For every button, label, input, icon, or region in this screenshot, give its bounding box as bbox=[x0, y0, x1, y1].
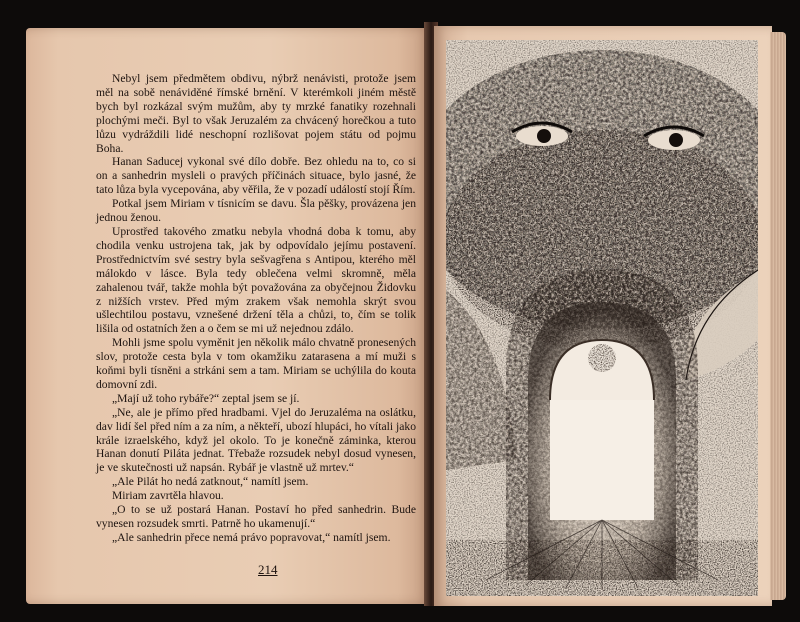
left-page bbox=[26, 28, 430, 604]
page-number: 214 bbox=[258, 562, 278, 577]
paragraph: „Ne, ale je přímo před hradbami. Vjel do Jeruzaléma na oslátku, dav lidí šel před ním a za ním, a někteří, ubozí hlupáci, ho vítali jako krále izraelského, když jel okolo. To je konečně záminka, kterou Hanan donutí Piláta jednat. Třebaže rozsudek nebyl dosud vynesen, je ve skutečnosti už napsán. Rybář je vlastně už mrtev.“ bbox=[96, 405, 416, 475]
paragraph: Nebyl jsem předmětem obdivu, nýbrž nenávisti, protože jsem měl na sobě nenáviděné římské brnění. V kterémkoli jiném městě bych byl rozkázal svým mužům, aby ty mrzké fanatiky rozehnali plochými meči. Byl to však Jeruzalém za chvácený horečkou a tuto lůzu vydráždili lidé neschopní rozlišovat pojem státu od pojmu Boha. bbox=[96, 72, 416, 155]
open-book bbox=[22, 22, 784, 606]
engraving-illustration bbox=[446, 40, 758, 596]
page-edges bbox=[770, 32, 786, 600]
right-page bbox=[434, 26, 772, 606]
paragraph: „Ale sanhedrin přece nemá právo popravovat,“ namítl jsem. bbox=[112, 530, 391, 544]
page-text bbox=[96, 72, 416, 545]
paragraph: Miriam zavrtěla hlavou. bbox=[112, 489, 224, 503]
paragraph: Mohli jsme spolu vyměnit jen několik málo chvatně pronesených slov, protože cesta byla v tom okamžiku zatarasena a mí muži s koňmi byli tísněni a strkáni sem a tam. Miriam se uchýlila do kouta domovní zdi. bbox=[96, 336, 416, 391]
paragraph: Potkal jsem Miriam v tísnicím se davu. Šla pěšky, provázena jen jednou ženou. bbox=[96, 197, 416, 225]
paragraph: Hanan Saducej vykonal své dílo dobře. Bez ohledu na to, co si on a sanhedrin mysleli o pravých příčinách situace, bylo jasné, že tato lůza byla vycepována, aby věřila, že v pozadí událostí stojí Řím. bbox=[96, 155, 416, 197]
paragraph: „O to se už postará Hanan. Postaví ho před sanhedrin. Bude vynesen rozsudek smrti. Patrně ho ukamenují.“ bbox=[96, 503, 416, 530]
paragraph: „Ale Pilát ho nedá zatknout,“ namítl jsem. bbox=[112, 475, 309, 489]
paragraph: Uprostřed takového zmatku nebyla vhodná doba k tomu, aby chodila venku ustrojena tak, jak by odpovídalo jejímu postavení. Prostřednictvím své sestry byla sešvagřena s Antipou, kterého měl málokdo v lásce. Byla tedy oblečena velmi skromně, měla zahalenou tvář, takže mohla být považována za obyčejnou Židovku z nižších vrstev. Před mým zrakem však nemohla skrýt svou ušlechtilou postavu, vznešené držení těla a chůzi, to, čím se tolik lišila od ostatních žen a o čem se mi už nejednou zdálo. bbox=[96, 224, 416, 336]
paragraph: „Mají už toho rybáře?“ zeptal jsem se jí. bbox=[112, 391, 300, 405]
